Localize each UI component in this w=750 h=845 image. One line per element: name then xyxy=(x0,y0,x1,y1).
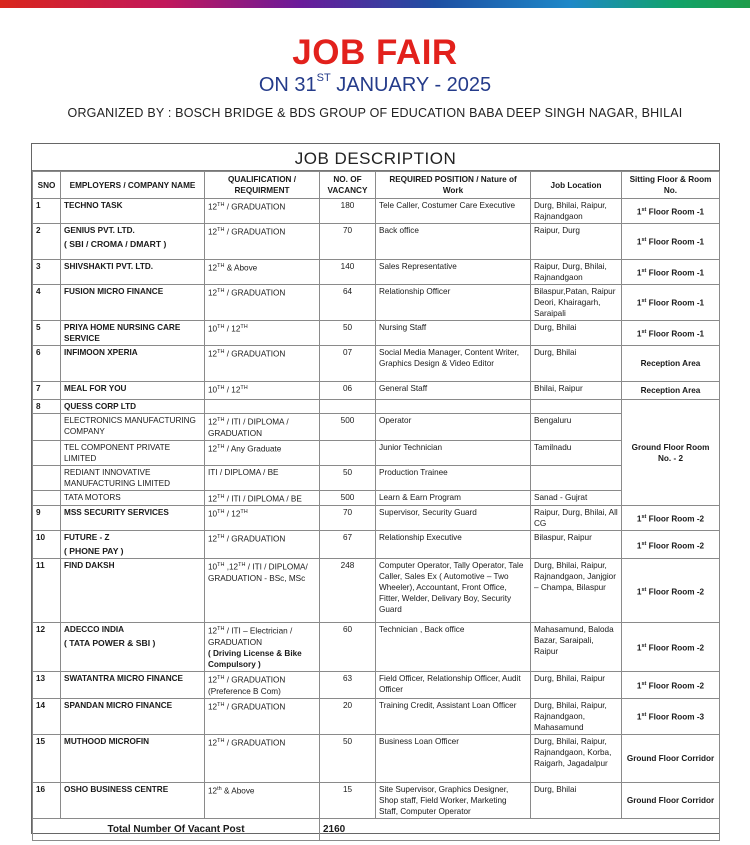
header-position: REQUIRED POSITION / Nature of Work xyxy=(376,172,531,199)
qualification-cell: 12TH / GRADUATION xyxy=(205,346,320,382)
vacancy-cell: 67 xyxy=(320,531,376,559)
table-row xyxy=(33,321,720,346)
qualification-cell: 10TH ,12TH / ITI / DIPLOMA/ GRADUATION - BSc, MSc xyxy=(205,559,320,623)
vacancy-cell: 50 xyxy=(320,734,376,782)
location-cell: Bilaspur, Raipur xyxy=(531,531,622,559)
table-row xyxy=(33,531,720,559)
vacancy-cell: 15 xyxy=(320,782,376,818)
table-row xyxy=(33,285,720,321)
qualification-note: ( Driving License & Bike Compulsory ) xyxy=(208,649,302,670)
qualification-cell: 12TH / GRADUATION xyxy=(205,531,320,559)
table-row xyxy=(33,414,720,441)
sno-cell: 4 xyxy=(33,285,61,321)
table-row xyxy=(33,698,720,734)
location-cell: Raipur, Durg, Bhilai, Rajnandgaon xyxy=(531,260,622,285)
sno-cell xyxy=(33,465,61,490)
table-row xyxy=(33,672,720,699)
job-description-title: JOB DESCRIPTION xyxy=(32,144,719,171)
table-row xyxy=(33,224,720,260)
vacancy-cell: 06 xyxy=(320,382,376,400)
qualification-cell: 12TH / GRADUATION xyxy=(205,285,320,321)
employer-cell: SPANDAN MICRO FINANCE xyxy=(61,698,205,734)
sno-cell: 3 xyxy=(33,260,61,285)
header-sitting: Sitting Floor & Room No. xyxy=(622,172,720,199)
sno-cell: 9 xyxy=(33,506,61,531)
sno-cell xyxy=(33,490,61,506)
location-cell: Bilaspur,Patan, Raipur Deori, Khairagarh, Saraipali xyxy=(531,285,622,321)
table-row xyxy=(33,734,720,782)
employer-cell: REDIANT INNOVATIVE MANUFACTURING LIMITED xyxy=(61,465,205,490)
position-cell: Supervisor, Security Guard xyxy=(376,506,531,531)
position-cell xyxy=(376,400,531,414)
employer-cell: ADECCO INDIA ( TATA POWER & SBI ) xyxy=(61,623,205,672)
position-cell: Production Trainee xyxy=(376,465,531,490)
job-description-sheet xyxy=(31,143,720,834)
total-label: Total Number Of Vacant Post xyxy=(33,818,320,840)
sno-cell xyxy=(33,414,61,441)
header-employer: EMPLOYERS / COMPANY NAME xyxy=(61,172,205,199)
vacancy-cell xyxy=(320,400,376,414)
sitting-cell: 1st Floor Room -1 xyxy=(622,260,720,285)
table-row xyxy=(33,506,720,531)
sitting-cell: Reception Area xyxy=(622,382,720,400)
vacancy-cell: 60 xyxy=(320,623,376,672)
employer-cell: MSS SECURITY SERVICES xyxy=(61,506,205,531)
position-cell: Computer Operator, Tally Operator, Tale Caller, Sales Ex ( Automotive – Two Wheeler), Accountant, Front Office, Fitter, Welder, Delivary Boy, Security Guard xyxy=(376,559,531,623)
position-cell: Back office xyxy=(376,224,531,260)
employer-cell: TEL COMPONENT PRIVATE LIMITED xyxy=(61,440,205,465)
sitting-cell: 1st Floor Room -1 xyxy=(622,199,720,224)
position-cell: General Staff xyxy=(376,382,531,400)
position-cell: Technician , Back office xyxy=(376,623,531,672)
sitting-cell: 1st Floor Room -2 xyxy=(622,506,720,531)
sitting-cell: 1st Floor Room -2 xyxy=(622,531,720,559)
sitting-cell: 1st Floor Room -3 xyxy=(622,698,720,734)
qualification-cell: 12th & Above xyxy=(205,782,320,818)
location-cell: Mahasamund, Baloda Bazar, Saraipali, Raipur xyxy=(531,623,622,672)
table-row xyxy=(33,623,720,672)
employer-cell: TATA MOTORS xyxy=(61,490,205,506)
table-row xyxy=(33,199,720,224)
position-cell: Relationship Executive xyxy=(376,531,531,559)
qualification-cell: 10TH / 12TH xyxy=(205,506,320,531)
qualification-cell: 12TH / Any Graduate xyxy=(205,440,320,465)
sno-cell: 16 xyxy=(33,782,61,818)
header-location: Job Location xyxy=(531,172,622,199)
employer-sub-label: ( SBI / CROMA / DMART ) xyxy=(64,239,167,249)
location-cell: Durg, Bhilai xyxy=(531,346,622,382)
location-cell: Durg, Bhilai, Raipur, Rajnandgaon xyxy=(531,199,622,224)
position-cell: Business Loan Officer xyxy=(376,734,531,782)
employer-cell: GENIUS PVT. LTD. ( SBI / CROMA / DMART ) xyxy=(61,224,205,260)
vacancy-cell: 500 xyxy=(320,414,376,441)
qualification-cell: 12TH / GRADUATION (Preference B Com) xyxy=(205,672,320,699)
vacancy-cell: 248 xyxy=(320,559,376,623)
location-cell xyxy=(531,465,622,490)
qualification-cell: 12TH / GRADUATION xyxy=(205,224,320,260)
position-cell: Field Officer, Relationship Officer, Audit Officer xyxy=(376,672,531,699)
employer-cell: TECHNO TASK xyxy=(61,199,205,224)
location-cell: Durg, Bhilai, Raipur, Rajnandgaon, Korba, Raigarh, Jagadalpur xyxy=(531,734,622,782)
qualification-cell xyxy=(205,400,320,414)
sitting-cell: Reception Area xyxy=(622,346,720,382)
qualification-cell: 12TH / GRADUATION xyxy=(205,698,320,734)
position-cell: Social Media Manager, Content Writer, Graphics Design & Video Editor xyxy=(376,346,531,382)
location-cell: Bhilai, Raipur xyxy=(531,382,622,400)
position-cell: Operator xyxy=(376,414,531,441)
employer-cell: OSHO BUSINESS CENTRE xyxy=(61,782,205,818)
position-cell: Tele Caller, Costumer Care Executive xyxy=(376,199,531,224)
location-cell: Durg, Bhilai, Raipur, Rajnandgaon, Mahasamund xyxy=(531,698,622,734)
employer-cell: PRIYA HOME NURSING CARE SERVICE xyxy=(61,321,205,346)
table-row xyxy=(33,260,720,285)
qualification-cell: 12TH / ITI / DIPLOMA / GRADUATION xyxy=(205,414,320,441)
vacancy-cell: 70 xyxy=(320,224,376,260)
employer-cell: INFIMOON XPERIA xyxy=(61,346,205,382)
position-cell: Site Supervisor, Graphics Designer, Shop staff, Field Worker, Marketing Staff, Computer Operator xyxy=(376,782,531,818)
table-header-row xyxy=(33,172,720,199)
top-color-bar xyxy=(0,0,750,8)
position-cell: Learn & Earn Program xyxy=(376,490,531,506)
sno-cell: 10 xyxy=(33,531,61,559)
sno-cell: 2 xyxy=(33,224,61,260)
qualification-cell: 12TH / ITI / DIPLOMA / BE xyxy=(205,490,320,506)
employer-cell: QUESS CORP LTD xyxy=(61,400,205,414)
vacancy-cell: 180 xyxy=(320,199,376,224)
job-table xyxy=(32,171,720,841)
table-body xyxy=(33,199,720,841)
sitting-cell: 1st Floor Room -1 xyxy=(622,224,720,260)
sno-cell xyxy=(33,440,61,465)
header-qualification: QUALIFICATION / REQUIRMENT xyxy=(205,172,320,199)
header-vacancy: NO. OF VACANCY xyxy=(320,172,376,199)
employer-sub-label: ( PHONE PAY ) xyxy=(64,546,124,557)
vacancy-cell: 500 xyxy=(320,490,376,506)
vacancy-cell: 20 xyxy=(320,698,376,734)
qualification-cell: 12TH / GRADUATION xyxy=(205,199,320,224)
employer-cell: MUTHOOD MICROFIN xyxy=(61,734,205,782)
employer-cell: MEAL FOR YOU xyxy=(61,382,205,400)
sno-cell: 15 xyxy=(33,734,61,782)
sno-cell: 14 xyxy=(33,698,61,734)
location-cell: Raipur, Durg, Bhilai, All CG xyxy=(531,506,622,531)
table-row xyxy=(33,490,720,506)
employer-cell: FIND DAKSH xyxy=(61,559,205,623)
vacancy-cell: 64 xyxy=(320,285,376,321)
table-row xyxy=(33,440,720,465)
location-cell: Sanad - Gujrat xyxy=(531,490,622,506)
location-cell: Bengaluru xyxy=(531,414,622,441)
qualification-cell: 12TH & Above xyxy=(205,260,320,285)
vacancy-cell: 50 xyxy=(320,465,376,490)
position-cell: Nursing Staff xyxy=(376,321,531,346)
table-row xyxy=(33,559,720,623)
employer-cell: SHIVSHAKTI PVT. LTD. xyxy=(61,260,205,285)
event-date-prefix: ON 31 xyxy=(258,74,317,96)
sitting-cell: 1st Floor Room -2 xyxy=(622,623,720,672)
sno-cell: 1 xyxy=(33,199,61,224)
sno-cell: 8 xyxy=(33,400,61,414)
position-cell: Training Credit, Assistant Loan Officer xyxy=(376,698,531,734)
sitting-cell: Ground Floor Corridor xyxy=(622,734,720,782)
location-cell: Raipur, Durg xyxy=(531,224,622,260)
qualification-cell: ITI / DIPLOMA / BE xyxy=(205,465,320,490)
table-row xyxy=(33,465,720,490)
position-cell: Junior Technician xyxy=(376,440,531,465)
employer-cell: SWATANTRA MICRO FINANCE xyxy=(61,672,205,699)
location-cell: Tamilnadu xyxy=(531,440,622,465)
sitting-cell: 1st Floor Room -2 xyxy=(622,559,720,623)
employer-cell: FUSION MICRO FINANCE xyxy=(61,285,205,321)
location-cell: Durg, Bhilai xyxy=(531,321,622,346)
sitting-cell: 1st Floor Room -2 xyxy=(622,672,720,699)
position-cell: Relationship Officer xyxy=(376,285,531,321)
header-sno: SNO xyxy=(33,172,61,199)
table-row xyxy=(33,782,720,818)
sno-cell: 12 xyxy=(33,623,61,672)
location-cell: Durg, Bhilai xyxy=(531,782,622,818)
vacancy-cell: 70 xyxy=(320,506,376,531)
qualification-cell: 12TH / ITI – Electrician / GRADUATION ( Driving License & Bike Compulsory ) xyxy=(205,623,320,672)
event-date xyxy=(0,72,750,98)
table-row xyxy=(33,346,720,382)
sno-cell: 13 xyxy=(33,672,61,699)
sno-cell: 11 xyxy=(33,559,61,623)
vacancy-cell: 63 xyxy=(320,672,376,699)
sitting-cell: Ground Floor Corridor xyxy=(622,782,720,818)
sitting-cell: 1st Floor Room -1 xyxy=(622,321,720,346)
qualification-cell: 10TH / 12TH xyxy=(205,321,320,346)
vacancy-cell: 140 xyxy=(320,260,376,285)
organizer-line: ORGANIZED BY : BOSCH BRIDGE & BDS GROUP OF EDUCATION BABA DEEP SINGH NAGAR, BHILAI xyxy=(67,106,683,120)
vacancy-cell: 50 xyxy=(320,321,376,346)
table-row xyxy=(33,400,720,414)
total-value: 2160 xyxy=(320,818,720,840)
vacancy-cell xyxy=(320,440,376,465)
event-date-suffix: JANUARY - 2025 xyxy=(330,74,492,96)
sno-cell: 7 xyxy=(33,382,61,400)
employer-cell: ELECTRONICS MANUFACTURING COMPANY xyxy=(61,414,205,441)
sitting-cell: Ground Floor Room No. - 2 xyxy=(622,400,720,506)
location-cell xyxy=(531,400,622,414)
employer-cell: FUTURE - Z ( PHONE PAY ) xyxy=(61,531,205,559)
location-cell: Durg, Bhilai, Raipur xyxy=(531,672,622,699)
sno-cell: 6 xyxy=(33,346,61,382)
page-title: JOB FAIR xyxy=(292,33,458,72)
location-cell: Durg, Bhilai, Raipur, Rajnandgaon, Janjgior – Champa, Bilaspur xyxy=(531,559,622,623)
event-date-suffix-sup: ST xyxy=(316,72,331,84)
position-cell: Sales Representative xyxy=(376,260,531,285)
qualification-cell: 12TH / GRADUATION xyxy=(205,734,320,782)
vacancy-cell: 07 xyxy=(320,346,376,382)
employer-sub-label: ( TATA POWER & SBI ) xyxy=(64,638,156,649)
total-row xyxy=(33,818,720,840)
table-row xyxy=(33,382,720,400)
sno-cell: 5 xyxy=(33,321,61,346)
qualification-cell: 10TH / 12TH xyxy=(205,382,320,400)
sitting-cell: 1st Floor Room -1 xyxy=(622,285,720,321)
